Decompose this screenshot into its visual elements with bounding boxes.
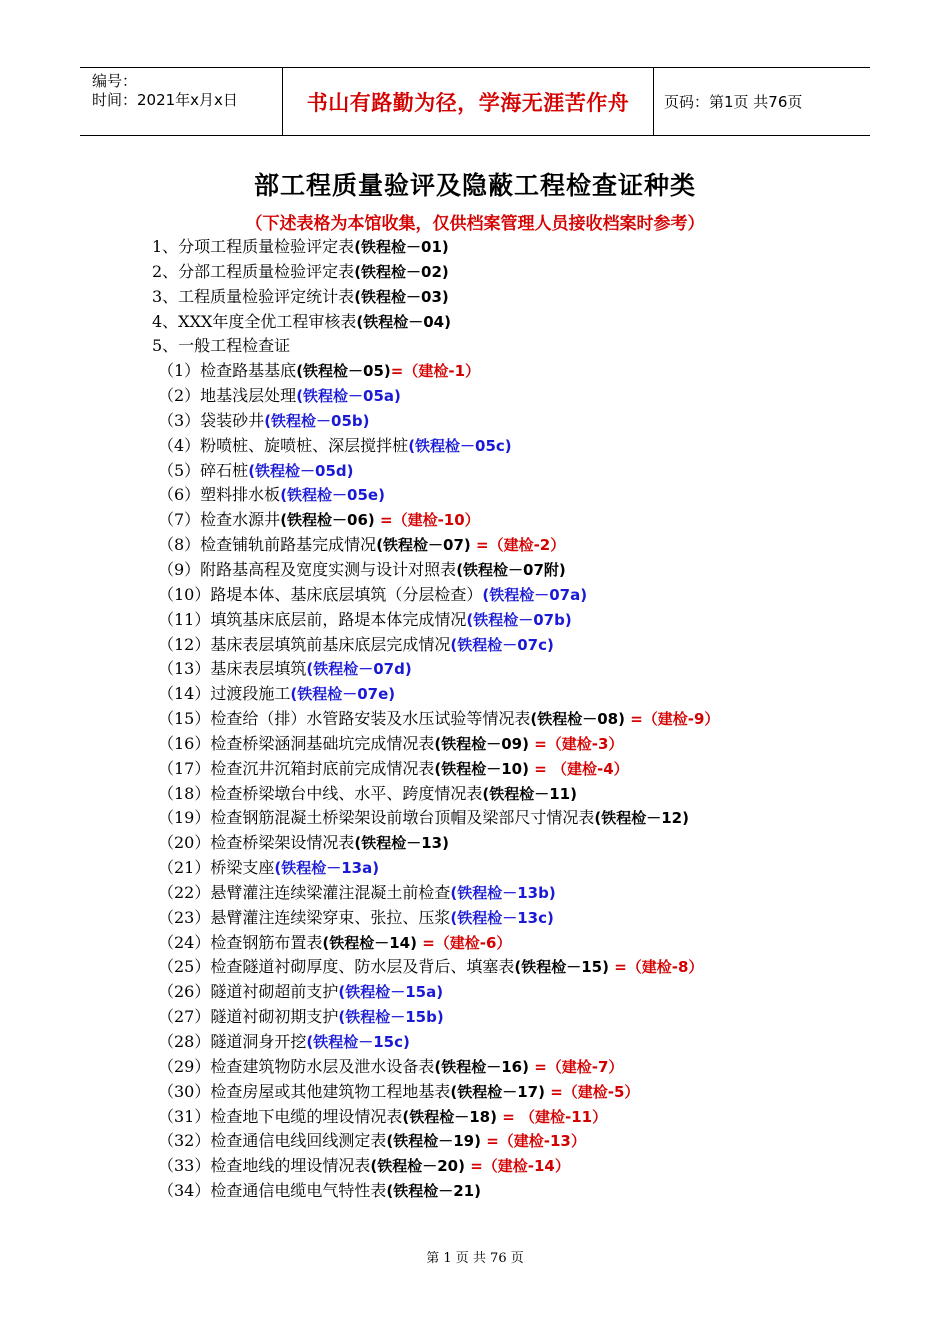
list-item <box>0 931 950 956</box>
list-item <box>0 707 950 732</box>
time-label: 时间：2021年x月x日 <box>92 91 238 109</box>
item-code: (铁程检－17) <box>450 1082 545 1101</box>
list-item <box>0 434 950 459</box>
list-item <box>0 955 950 980</box>
list-item <box>0 285 950 310</box>
list-item <box>0 1005 950 1030</box>
item-code: (铁程检－11) <box>482 784 577 803</box>
header-left-cell <box>80 68 282 135</box>
item-code: (铁程检－07b) <box>466 610 572 629</box>
list-item <box>0 980 950 1005</box>
item-code: (铁程检－07附) <box>456 560 566 579</box>
list-item <box>0 1154 950 1179</box>
item-code: (铁程检－20) <box>370 1157 465 1176</box>
item-equivalent-code: =（建检-7） <box>528 1057 624 1076</box>
item-label: （19）检查钢筋混凝土桥梁架设前墩台顶帽及梁部尺寸情况表 <box>158 808 595 828</box>
item-label: 3、工程质量检验评定统计表 <box>152 286 355 306</box>
item-label: （28）隧道洞身开挖 <box>158 1032 307 1051</box>
item-label: （18）检查桥梁墩台中线、水平、跨度情况表 <box>158 783 483 803</box>
list-item <box>0 1179 950 1204</box>
item-code: (铁程检－07c) <box>450 635 554 654</box>
item-code: (铁程检－07e) <box>290 685 396 704</box>
list-item <box>0 508 950 533</box>
list-item <box>0 260 950 285</box>
item-code: (铁程检－15b) <box>338 1008 444 1027</box>
header-right-cell <box>654 68 870 135</box>
list-item <box>0 757 950 782</box>
item-label: （31）检查地下电缆的埋设情况表 <box>158 1106 403 1126</box>
list-item <box>0 483 950 508</box>
item-code: (铁程检－09) <box>434 734 529 753</box>
item-code: (铁程检－14) <box>322 933 417 952</box>
item-code: (铁程检－13c) <box>450 908 554 927</box>
item-label: （25）检查隧道衬砌厚度、防水层及背后、填塞表 <box>158 957 515 977</box>
item-equivalent-code: =（建检-1） <box>390 362 481 381</box>
item-equivalent-code: =（建检-9） <box>624 710 720 729</box>
item-label: （27）隧道衬砌初期支护 <box>158 1007 339 1027</box>
item-code: (铁程检－13b) <box>450 883 556 902</box>
list-item <box>0 558 950 583</box>
item-label: （26）隧道衬砌超前支护 <box>158 982 339 1002</box>
item-equivalent-code: =（建检-14） <box>464 1157 570 1176</box>
item-label: （10）路堤本体、基床底层填筑（分层检查） <box>158 584 483 604</box>
item-code: (铁程检－08) <box>530 710 625 729</box>
item-code: (铁程检－05b) <box>264 411 370 430</box>
item-code: (铁程检－16) <box>434 1057 529 1076</box>
list-item <box>0 459 950 484</box>
item-label: （6）塑料排水板 <box>158 485 281 505</box>
list-item <box>0 1129 950 1154</box>
list-item <box>0 1055 950 1080</box>
list-item <box>0 682 950 707</box>
item-code: (铁程检－05) <box>296 362 391 381</box>
list-item <box>0 831 950 856</box>
list-item <box>0 1105 950 1130</box>
item-equivalent-code: =（建检-13） <box>480 1132 586 1151</box>
item-label: （1）检查路基基底 <box>158 361 297 381</box>
item-code: (铁程检－02) <box>354 262 449 281</box>
item-code: (铁程检－13) <box>354 834 449 853</box>
item-label: （12）基床表层填筑前基床底层完成情况 <box>158 634 451 654</box>
item-equivalent-code: =（建检-6） <box>416 933 512 952</box>
item-label: 1、分项工程质量检验评定表 <box>152 237 355 256</box>
item-code: (铁程检－15) <box>514 958 609 977</box>
list-item <box>0 806 950 831</box>
list-item <box>0 881 950 906</box>
list-item <box>0 657 950 682</box>
item-code: (铁程检－03) <box>354 287 449 306</box>
item-label: （16）检查桥梁涵洞基础坑完成情况表 <box>158 733 435 753</box>
list-item <box>0 732 950 757</box>
item-label: 4、XXX年度全优工程审核表 <box>152 311 357 331</box>
item-label: 5、一般工程检查证 <box>152 336 291 356</box>
list-item <box>0 782 950 807</box>
list-item <box>0 533 950 558</box>
item-code: (铁程检－05c) <box>408 436 512 455</box>
item-code: (铁程检－19) <box>386 1132 481 1151</box>
list-item <box>0 1080 950 1105</box>
item-list <box>0 235 950 1204</box>
item-code: (铁程检－05d) <box>248 461 354 480</box>
item-code: (铁程检－21) <box>386 1182 481 1201</box>
item-label: （17）检查沉井沉箱封底前完成情况表 <box>158 758 435 778</box>
item-code: (铁程检－18) <box>402 1107 497 1126</box>
item-code: (铁程检－07) <box>376 536 471 555</box>
list-item <box>0 310 950 335</box>
item-label: （33）检查地线的埋设情况表 <box>158 1156 371 1176</box>
item-code: (铁程检－13a) <box>274 859 380 878</box>
item-label: （7）检查水源井 <box>158 510 281 530</box>
item-code: (铁程检－07a) <box>482 585 588 604</box>
item-equivalent-code: = （建检-11） <box>496 1107 608 1126</box>
list-item <box>0 906 950 931</box>
item-label: （4）粉喷桩、旋喷桩、深层搅拌桩 <box>158 435 409 455</box>
item-label: （32）检查通信电线回线测定表 <box>158 1131 387 1151</box>
item-code: (铁程检－15a) <box>338 983 444 1002</box>
item-label: （34）检查通信电缆电气特性表 <box>158 1181 387 1201</box>
item-label: 2、分部工程质量检验评定表 <box>152 261 355 281</box>
list-item <box>0 334 950 359</box>
item-code: (铁程检－04) <box>356 312 451 331</box>
item-label: （13）基床表层填筑 <box>158 659 307 679</box>
item-label: （24）检查钢筋布置表 <box>158 932 323 952</box>
item-label: （15）检查给（排）水管路安装及水压试验等情况表 <box>158 709 531 729</box>
motto-text: 书山有路勤为径，学海无涯苦作舟 <box>306 90 630 115</box>
item-label: （8）检查铺轨前路基完成情况 <box>158 535 377 555</box>
item-label: （11）填筑基床底层前，路堤本体完成情况 <box>158 609 467 629</box>
item-label: （3）袋装砂井 <box>158 410 265 430</box>
item-label: （21）桥梁支座 <box>158 858 275 878</box>
item-label: （5）碎石桩 <box>158 460 249 480</box>
item-equivalent-code: =（建检-10） <box>374 511 480 530</box>
page-subtitle: （下述表格为本馆收集，仅供档案管理人员接收档案时参考） <box>245 214 705 234</box>
header-mid-cell <box>282 68 654 135</box>
page-info: 页码：第1页 共76页 <box>664 93 803 111</box>
list-item <box>0 583 950 608</box>
page-footer: 第 1 页 共 76 页 <box>426 1251 524 1266</box>
item-label: （29）检查建筑物防水层及泄水设备表 <box>158 1056 435 1076</box>
item-equivalent-code: =（建检-2） <box>470 536 566 555</box>
list-item <box>0 384 950 409</box>
list-item <box>0 1030 950 1055</box>
item-equivalent-code: =（建检-3） <box>528 734 624 753</box>
item-code: (铁程检－01) <box>354 238 449 256</box>
item-code: (铁程检－05a) <box>296 387 401 406</box>
page-title: 部工程质量验评及隐蔽工程检查证种类 <box>253 171 696 200</box>
item-code: (铁程检－10) <box>434 759 529 778</box>
list-item <box>0 235 950 260</box>
item-code: (铁程检－15c) <box>306 1033 410 1051</box>
item-code: (铁程检－06) <box>280 511 375 530</box>
list-item <box>0 633 950 658</box>
list-item <box>0 608 950 633</box>
list-item <box>0 359 950 384</box>
item-label: （30）检查房屋或其他建筑物工程地基表 <box>158 1081 451 1101</box>
item-equivalent-code: =（建检-8） <box>608 958 704 977</box>
item-label: （20）检查桥梁架设情况表 <box>158 833 355 853</box>
item-code: (铁程检－05e) <box>280 486 385 505</box>
item-label: （23）悬臂灌注连续梁穿束、张拉、压浆 <box>158 907 451 927</box>
item-equivalent-code: =（建检-5） <box>544 1082 640 1101</box>
item-label: （14）过渡段施工 <box>158 684 291 704</box>
list-item <box>0 856 950 881</box>
item-label: （2）地基浅层处理 <box>158 386 297 406</box>
item-label: （9）附路基高程及宽度实测与设计对照表 <box>158 559 457 579</box>
item-label: （22）悬臂灌注连续梁灌注混凝土前检查 <box>158 882 451 902</box>
item-equivalent-code: = （建检-4） <box>528 759 629 778</box>
item-code: (铁程检－07d) <box>306 660 412 679</box>
header-table <box>80 67 870 136</box>
item-code: (铁程检－12) <box>594 809 689 828</box>
number-label: 编号： <box>92 72 138 90</box>
list-item <box>0 409 950 434</box>
